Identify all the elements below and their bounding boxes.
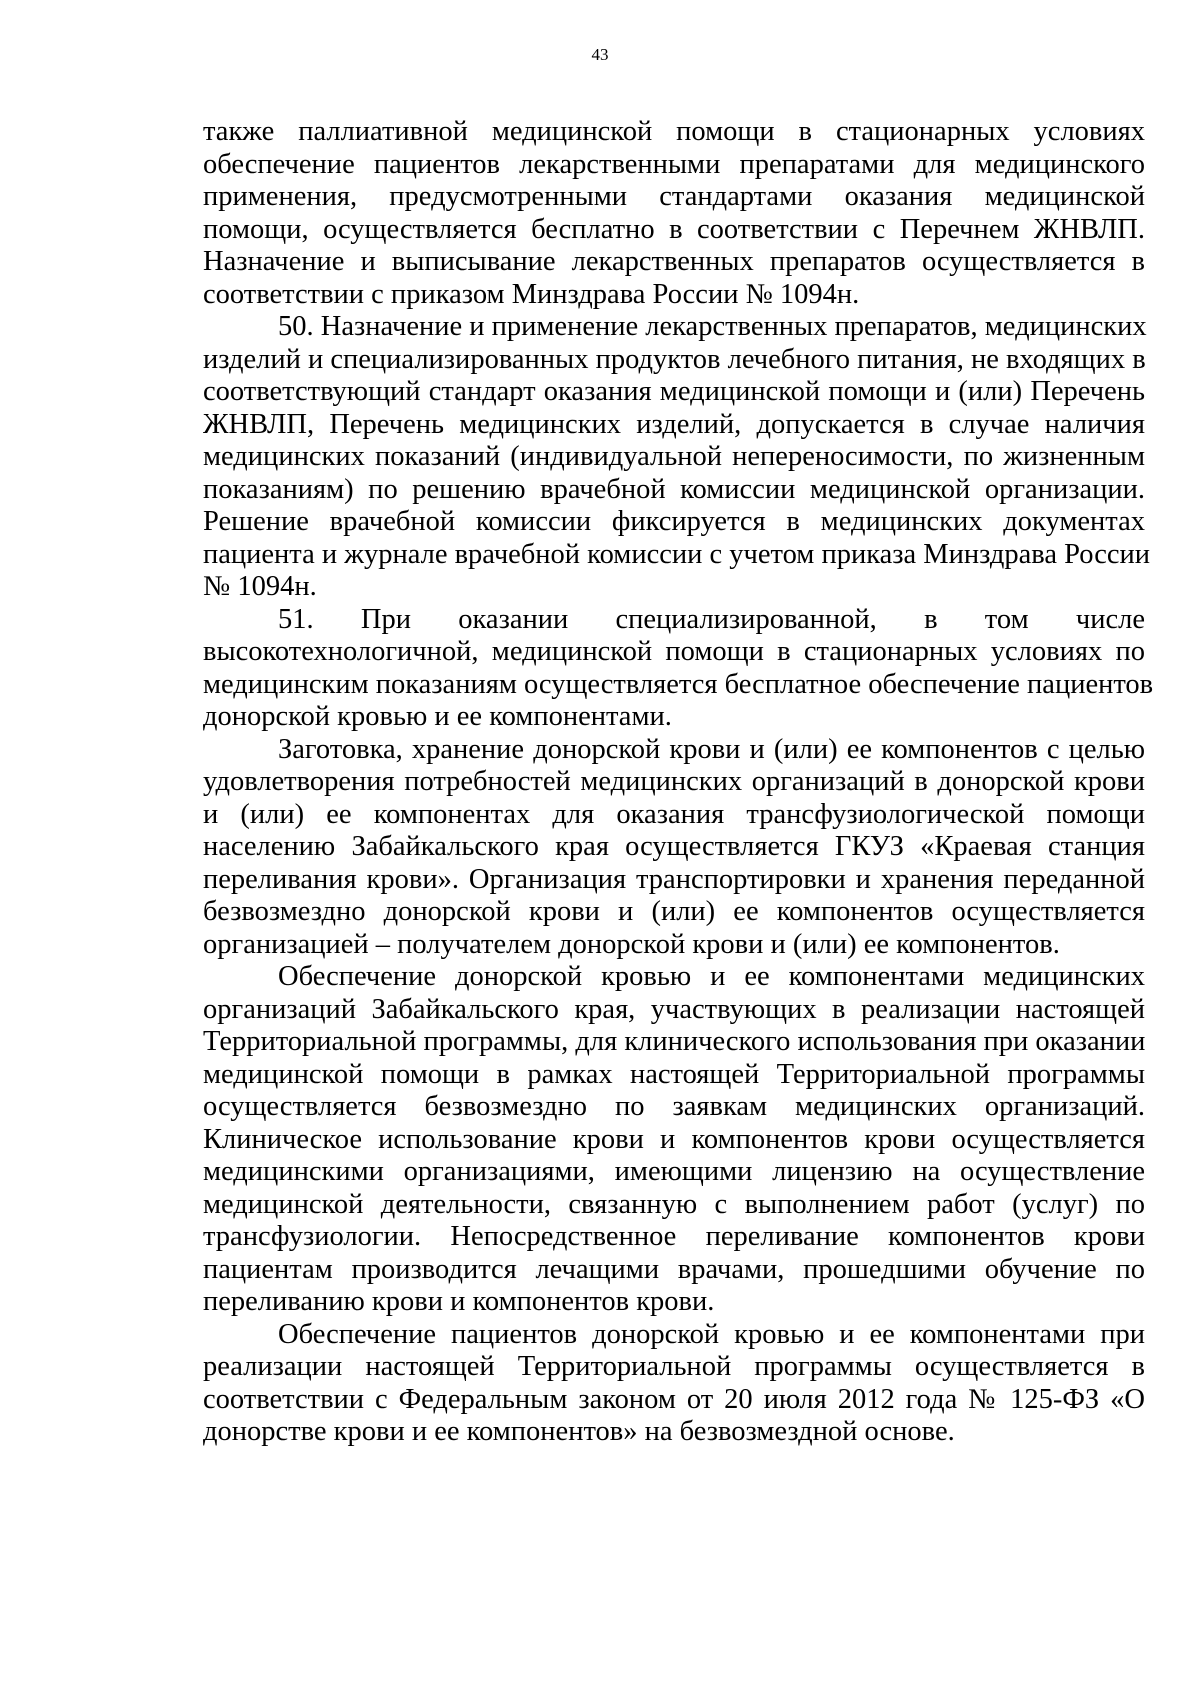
text-line: соответствующий стандарт оказания медицинской помощи и (или) Перечень [203, 376, 1145, 407]
document-body [203, 116, 1154, 1449]
text-line: соответствии с приказом Минздрава России № 1094н. [203, 278, 860, 310]
text-line: населению Забайкальского края осуществляется ГКУЗ «Краевая станция [203, 831, 1145, 862]
text-line: переливанию крови и компонентов крови. [203, 1286, 715, 1317]
text-line: медицинских показаний (индивидуальной непереносимости, по жизненным [203, 441, 1145, 472]
text-line: осуществляется безвозмездно по заявкам медицинских организаций. [203, 1091, 1145, 1122]
text-line: донорстве крови и ее компонентов» на безвозмездной основе. [203, 1416, 955, 1447]
text-line: соответствии с Федеральным законом от 20 июля 2012 года № 125-ФЗ «О [203, 1383, 1145, 1415]
text-line: и (или) ее компонентах для оказания трансфузиологической помощи [203, 798, 1145, 830]
text-line: переливания крови». Организация транспортировки и хранения переданной [203, 863, 1145, 895]
paragraph-p51-law [203, 1319, 1145, 1449]
paragraph-p51-supply [203, 961, 1145, 1319]
text-line: Назначение и выписывание лекарственных препаратов осуществляется в [203, 246, 1145, 277]
text-line: организаций Забайкальского края, участвующих в реализации настоящей [203, 993, 1145, 1025]
text-line: обеспечение пациентов лекарственными препаратами для медицинского [203, 148, 1145, 180]
text-line: высокотехнологичной, медицинской помощи в стационарных условиях по [203, 636, 1145, 667]
text-line: изделий и специализированных продуктов лечебного питания, не входящих в [203, 343, 1146, 375]
text-line: пациента и журнале врачебной комиссии с учетом приказа Минздрава России [203, 538, 1151, 570]
paragraph-p51-procurement [203, 734, 1145, 962]
page-number: 43 [591, 45, 609, 64]
paragraph-p50 [203, 311, 1151, 604]
text-line: Клиническое использование крови и компонентов крови осуществляется [203, 1123, 1145, 1155]
text-line: трансфузиологии. Непосредственное переливание компонентов крови [203, 1221, 1145, 1252]
text-line: медицинской деятельности, связанную с выполнением работ (услуг) по [203, 1188, 1145, 1220]
text-line: помощи, осуществляется бесплатно в соответствии с Перечнем ЖНВЛП. [203, 213, 1145, 245]
text-line: 50. Назначение и применение лекарственных препаратов, медицинских [278, 311, 1147, 342]
paragraph-p49-tail [203, 116, 1145, 311]
text-line: 51. При оказании специализированной, в том числе [278, 603, 1145, 635]
text-line: Территориальной программы, для клинического использования при оказании [203, 1026, 1146, 1057]
text-line: медицинскими организациями, имеющими лицензию на осуществление [203, 1156, 1145, 1187]
text-line: медицинской помощи в рамках настоящей Территориальной программы [203, 1058, 1145, 1090]
text-line: удовлетворения потребностей медицинских организаций в донорской крови [203, 766, 1145, 797]
text-line: показаниям) по решению врачебной комиссии медицинской организации. [203, 473, 1145, 505]
text-line: ЖНВЛП, Перечень медицинских изделий, допускается в случае наличия [203, 408, 1145, 440]
text-line: Заготовка, хранение донорской крови и (или) ее компонентов с целью [278, 733, 1145, 765]
text-line: Обеспечение донорской кровью и ее компонентами медицинских [278, 961, 1145, 992]
text-line: пациентам производится лечащими врачами, прошедшими обучение по [203, 1253, 1145, 1285]
text-line: реализации настоящей Территориальной программы осуществляется в [203, 1351, 1145, 1382]
text-line: № 1094н. [203, 571, 317, 602]
text-line: также паллиативной медицинской помощи в стационарных условиях [203, 116, 1145, 147]
text-line: применения, предусмотренными стандартами оказания медицинской [203, 181, 1145, 212]
text-line: безвозмездно донорской крови и (или) ее компонентов осуществляется [203, 896, 1145, 927]
text-line: организацией – получателем донорской крови и (или) ее компонентов. [203, 928, 1060, 960]
text-line: Обеспечение пациентов донорской кровью и ее компонентами при [278, 1318, 1145, 1350]
paragraph-p51 [203, 603, 1154, 734]
text-line: медицинским показаниям осуществляется бесплатное обеспечение пациентов [203, 668, 1154, 700]
text-line: донорской кровью и ее компонентами. [203, 701, 672, 732]
text-line: Решение врачебной комиссии фиксируется в медицинских документах [203, 506, 1145, 537]
